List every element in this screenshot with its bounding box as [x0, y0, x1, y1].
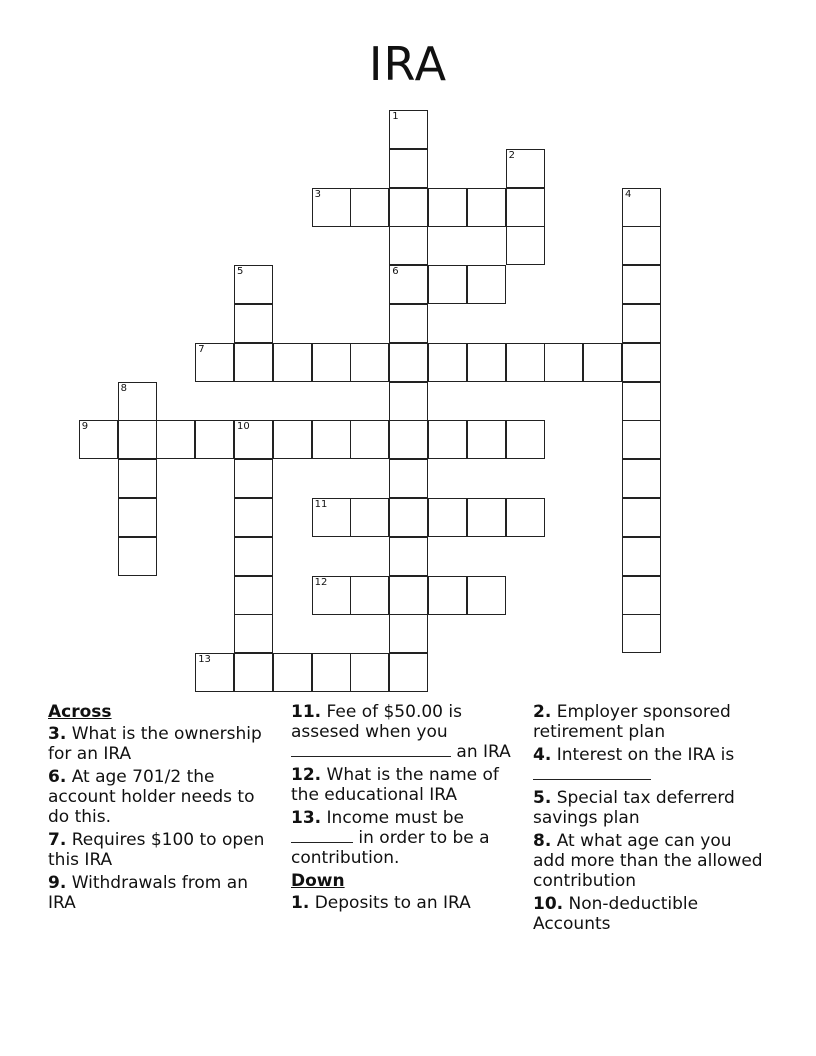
crossword-cell[interactable] — [622, 498, 661, 537]
clue-text: Special tax deferrerd savings plan — [533, 788, 735, 828]
crossword-cell[interactable] — [428, 265, 467, 304]
clue-text: Requires $100 to open this IRA — [48, 830, 265, 870]
crossword-cell[interactable] — [118, 537, 157, 576]
clue-across-11 — [291, 702, 523, 762]
clue-down-2 — [533, 702, 763, 742]
crossword-cell[interactable] — [428, 576, 467, 615]
crossword-cell[interactable] — [389, 420, 428, 459]
crossword-cell[interactable] — [118, 498, 157, 537]
clue-number: 11. — [291, 702, 322, 722]
clue-down-4 — [533, 745, 763, 785]
crossword-cell[interactable] — [389, 304, 428, 343]
crossword-cell[interactable] — [118, 382, 157, 421]
cell-number: 5 — [237, 266, 244, 278]
crossword-cell[interactable] — [312, 498, 351, 537]
crossword-cell[interactable] — [350, 188, 389, 227]
crossword-cell[interactable] — [389, 226, 428, 265]
clue-number: 13. — [291, 808, 322, 828]
crossword-cell[interactable] — [234, 265, 273, 304]
crossword-cell[interactable] — [622, 576, 661, 615]
crossword-cell[interactable] — [428, 343, 467, 382]
clue-down-10 — [533, 894, 763, 934]
crossword-cell[interactable] — [350, 576, 389, 615]
crossword-cell[interactable] — [389, 459, 428, 498]
crossword-cell[interactable] — [234, 653, 273, 692]
clues-column-3 — [533, 702, 763, 937]
crossword-cell[interactable] — [312, 420, 351, 459]
clues-column-2 — [291, 702, 523, 916]
crossword-cell[interactable] — [622, 343, 661, 382]
crossword-cell[interactable] — [428, 420, 467, 459]
crossword-cell[interactable] — [622, 420, 661, 459]
clue-text: Non-deductible Accounts — [533, 894, 699, 934]
clue-number: 6. — [48, 767, 67, 787]
crossword-cell[interactable] — [389, 110, 428, 149]
crossword-cell[interactable] — [350, 420, 389, 459]
crossword-cell[interactable] — [234, 343, 273, 382]
clue-number: 3. — [48, 724, 67, 744]
page-title: IRA — [368, 37, 448, 91]
crossword-cell[interactable] — [350, 498, 389, 537]
clue-across-7 — [48, 830, 278, 870]
clue-number: 4. — [533, 745, 552, 765]
cell-number: 8 — [120, 382, 127, 394]
crossword-cell[interactable] — [389, 343, 428, 382]
crossword-cell[interactable] — [312, 653, 351, 692]
crossword-cell[interactable] — [506, 149, 545, 188]
crossword-cell[interactable] — [389, 265, 428, 304]
clue-down-1 — [291, 893, 523, 913]
clue-number: 5. — [533, 788, 552, 808]
clue-text: At age 701/2 the account holder needs to do this. — [48, 767, 255, 827]
crossword-cell[interactable] — [428, 498, 467, 537]
crossword-cell[interactable] — [389, 537, 428, 576]
clue-text: an IRA — [456, 742, 511, 762]
crossword-cell[interactable] — [234, 537, 273, 576]
clue-across-6 — [48, 767, 278, 827]
crossword-cell[interactable] — [622, 226, 661, 265]
clue-number: 8. — [533, 831, 552, 851]
cell-number: 2 — [508, 149, 515, 161]
crossword-cell[interactable] — [234, 420, 273, 459]
clues-column-1 — [48, 702, 278, 916]
crossword-cell[interactable] — [312, 343, 351, 382]
answer-blank — [291, 828, 353, 843]
crossword-cell[interactable] — [389, 498, 428, 537]
clue-text: Withdrawals from an IRA — [48, 873, 248, 913]
cell-number: 10 — [237, 421, 250, 433]
crossword-cell[interactable] — [234, 304, 273, 343]
cell-number: 4 — [625, 188, 632, 200]
crossword-cell[interactable] — [350, 653, 389, 692]
crossword-cell[interactable] — [234, 614, 273, 653]
crossword-cell[interactable] — [622, 265, 661, 304]
crossword-cell[interactable] — [195, 653, 234, 692]
crossword-cell[interactable] — [467, 498, 506, 537]
crossword-cell[interactable] — [273, 343, 312, 382]
cell-number: 13 — [198, 654, 211, 666]
clue-text: Deposits to an IRA — [314, 893, 471, 913]
down-heading: Down — [291, 871, 345, 891]
crossword-cell[interactable] — [583, 343, 622, 382]
clue-number: 9. — [48, 873, 67, 893]
crossword-cell[interactable] — [312, 576, 351, 615]
clue-across-9 — [48, 873, 278, 913]
crossword-cell[interactable] — [273, 420, 312, 459]
crossword-cell[interactable] — [156, 420, 195, 459]
crossword-cell[interactable] — [467, 420, 506, 459]
crossword-cell[interactable] — [118, 420, 157, 459]
crossword-cell[interactable] — [350, 343, 389, 382]
cell-number: 6 — [392, 266, 399, 278]
crossword-cell[interactable] — [389, 614, 428, 653]
cell-number: 3 — [314, 188, 321, 200]
clue-text: Interest on the IRA is — [556, 745, 735, 765]
cell-number: 7 — [198, 343, 205, 355]
crossword-cell[interactable] — [234, 459, 273, 498]
clue-number: 10. — [533, 894, 564, 914]
crossword-cell[interactable] — [118, 459, 157, 498]
crossword-cell[interactable] — [506, 226, 545, 265]
crossword-cell[interactable] — [467, 576, 506, 615]
clue-number: 1. — [291, 893, 310, 913]
crossword-cell[interactable] — [506, 420, 545, 459]
crossword-cell[interactable] — [389, 576, 428, 615]
crossword-cell[interactable] — [622, 459, 661, 498]
clue-number: 12. — [291, 765, 322, 785]
answer-blank — [291, 742, 451, 757]
clue-across-3 — [48, 724, 278, 764]
crossword-cell[interactable] — [467, 343, 506, 382]
crossword-cell[interactable] — [506, 188, 545, 227]
crossword-cell[interactable] — [389, 653, 428, 692]
cell-number: 11 — [314, 499, 328, 510]
clue-text: Fee of $50.00 is assesed when you — [291, 702, 462, 742]
crossword-cell[interactable] — [234, 576, 273, 615]
clue-text: What is the name of the educational IRA — [291, 765, 499, 805]
clue-text: Income must be — [326, 808, 465, 828]
crossword-cell[interactable] — [195, 420, 234, 459]
crossword-cell[interactable] — [195, 343, 234, 382]
clue-across-12 — [291, 765, 523, 805]
clue-text: in order to be a contribution. — [291, 828, 490, 868]
clue-text: What is the ownership for an IRA — [48, 724, 262, 764]
crossword-cell[interactable] — [312, 188, 351, 227]
clue-across-13 — [291, 808, 523, 868]
crossword-cell[interactable] — [622, 614, 661, 653]
clue-number: 2. — [533, 702, 552, 722]
answer-blank — [533, 765, 651, 780]
cell-number: 12 — [314, 576, 328, 588]
clue-text: Employer sponsored retirement plan — [533, 702, 731, 742]
crossword-cell[interactable] — [622, 537, 661, 576]
across-heading: Across — [48, 702, 112, 722]
clue-down-5 — [533, 788, 763, 828]
crossword-cell[interactable] — [622, 188, 661, 227]
crossword-cell[interactable] — [622, 382, 661, 421]
crossword-cell[interactable] — [467, 265, 506, 304]
cell-number: 9 — [81, 421, 89, 433]
crossword-cell[interactable] — [506, 343, 545, 382]
clue-number: 7. — [48, 830, 67, 850]
clue-text: At what age can you add more than the allowed contribution — [533, 831, 763, 891]
cell-number: 1 — [392, 111, 399, 122]
crossword-cell[interactable] — [234, 498, 273, 537]
crossword-cell[interactable] — [544, 343, 583, 382]
crossword-cell[interactable] — [389, 382, 428, 421]
crossword-cell[interactable] — [467, 188, 506, 227]
clue-down-8 — [533, 831, 763, 891]
crossword-cell[interactable] — [622, 304, 661, 343]
crossword-cell[interactable] — [428, 188, 467, 227]
crossword-cell[interactable] — [389, 188, 428, 227]
crossword-cell[interactable] — [506, 498, 545, 537]
crossword-cell[interactable] — [389, 149, 428, 188]
crossword-cell[interactable] — [79, 420, 118, 459]
crossword-cell[interactable] — [273, 653, 312, 692]
